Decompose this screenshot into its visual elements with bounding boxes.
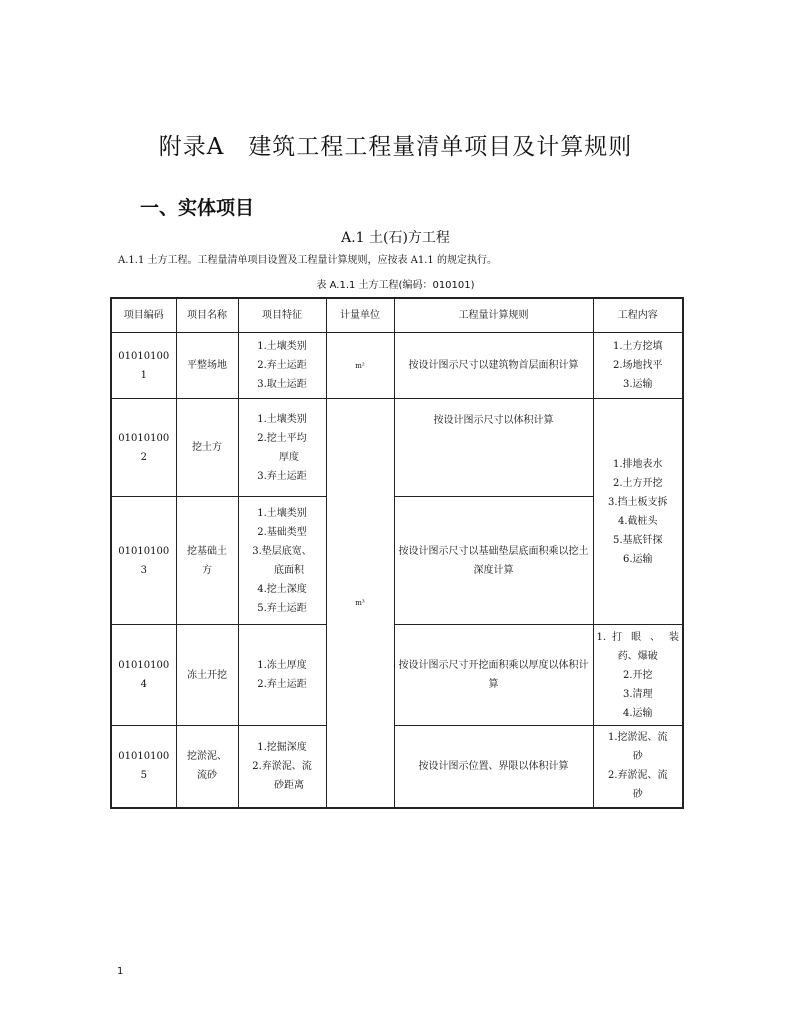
features-cell bbox=[238, 625, 326, 726]
content-item: 1.挖淤泥、流 bbox=[607, 732, 668, 744]
unit-square-meter: m² bbox=[355, 361, 365, 370]
content-item: 3.清理 bbox=[622, 688, 653, 700]
rule-cell: 按设计图示尺寸开挖面积乘以厚度以体积计算 bbox=[394, 625, 593, 726]
code-part: 01010100 bbox=[118, 751, 170, 763]
rule-cell bbox=[394, 399, 593, 497]
content-item: 2.土方开挖 bbox=[612, 477, 663, 489]
content-item: 2.弃淤泥、流 bbox=[607, 770, 668, 782]
feature-item: 1.土壤类别 bbox=[257, 341, 307, 352]
feature-item: 1.土壤类别 bbox=[257, 507, 307, 519]
page-number: 1 bbox=[117, 966, 124, 977]
table-row bbox=[111, 399, 683, 497]
section-heading: 一、实体项目 bbox=[140, 197, 255, 219]
content-item: 6.运输 bbox=[622, 553, 653, 565]
name-cell: 冻土开挖 bbox=[176, 625, 238, 726]
content-item: 2.场地找平 bbox=[612, 360, 663, 371]
content-item: 1.土方挖填 bbox=[612, 341, 663, 352]
feature-item: 3.垫层底宽、 bbox=[252, 545, 312, 557]
feature-item: 1.土壤类别 bbox=[257, 413, 307, 425]
code-part: 5 bbox=[140, 770, 147, 782]
table-caption: 表 A.1.1 土方工程(编码：010101) bbox=[316, 280, 475, 291]
code-part: 4 bbox=[140, 679, 147, 690]
feature-item: 4.挖土深度 bbox=[257, 583, 307, 595]
content-item: 3.运输 bbox=[622, 379, 653, 390]
code-part: 01010100 bbox=[118, 545, 170, 557]
feature-item: 1.冻土厚度 bbox=[257, 660, 307, 671]
unit-cubic-meter: m³ bbox=[355, 598, 365, 607]
content-item: 5.基底钎探 bbox=[612, 534, 663, 546]
name-part: 流砂 bbox=[197, 770, 217, 782]
code-cell bbox=[111, 399, 176, 497]
content-cell-shared bbox=[593, 399, 683, 625]
feature-item: 2.弃土运距 bbox=[257, 679, 307, 690]
content-cell bbox=[593, 333, 683, 399]
feature-item: 2.弃土运距 bbox=[257, 360, 307, 371]
code-cell bbox=[111, 497, 176, 625]
name-part: 方 bbox=[202, 564, 212, 576]
feature-item: 2.基础类型 bbox=[257, 526, 307, 538]
code-part: 2 bbox=[140, 451, 147, 463]
feature-item: 2.挖土平均 bbox=[257, 432, 307, 444]
content-cell bbox=[593, 625, 683, 726]
name-cell bbox=[176, 497, 238, 625]
unit-cell bbox=[326, 399, 394, 808]
content-item: 4.截桩头 bbox=[617, 515, 658, 527]
code-part: 3 bbox=[140, 564, 147, 576]
content-item: 4.运输 bbox=[622, 707, 653, 719]
feature-item: 底面积 bbox=[274, 564, 304, 576]
feature-item: 厚度 bbox=[279, 451, 299, 463]
code-part: 01010100 bbox=[118, 660, 170, 671]
content-item: 3.挡土板支拆 bbox=[607, 496, 668, 508]
code-cell bbox=[111, 625, 176, 726]
intro-paragraph: A.1.1 土方工程。工程量清单项目设置及工程量计算规则，应按表 A1.1 的规定执行。 bbox=[118, 255, 497, 266]
rule-cell: 按设计图示尺寸以基础垫层底面积乘以挖土深度计算 bbox=[394, 497, 593, 625]
feature-item: 1.挖掘深度 bbox=[257, 741, 307, 753]
features-cell bbox=[238, 726, 326, 808]
code-part: 01010100 bbox=[118, 432, 170, 444]
unit-cell bbox=[326, 333, 394, 399]
content-cell bbox=[593, 726, 683, 808]
header-unit: 计量单位 bbox=[326, 298, 394, 333]
content-item: 砂 bbox=[632, 751, 643, 763]
feature-item: 砂距离 bbox=[274, 779, 304, 791]
code-part: 01010100 bbox=[118, 350, 170, 362]
content-item: 2.开挖 bbox=[622, 669, 653, 681]
earthwork-table bbox=[110, 297, 684, 809]
name-cell: 挖土方 bbox=[176, 399, 238, 497]
feature-item: 3.弃土运距 bbox=[257, 470, 307, 482]
content-item: 砂 bbox=[632, 789, 643, 801]
feature-item: 5.弃土运距 bbox=[257, 602, 307, 614]
table-row bbox=[111, 333, 683, 399]
name-cell: 平整场地 bbox=[176, 333, 238, 399]
features-cell bbox=[238, 399, 326, 497]
feature-item: 2.弃淤泥、流 bbox=[252, 760, 312, 772]
table-header-row bbox=[111, 298, 683, 333]
header-features: 项目特征 bbox=[238, 298, 326, 333]
content-item: 药、爆破 bbox=[617, 650, 658, 662]
header-name: 项目名称 bbox=[176, 298, 238, 333]
rule-cell: 按设计图示位置、界限以体积计算 bbox=[394, 726, 593, 808]
feature-item: 3.取土运距 bbox=[257, 379, 307, 390]
page-title: 附录A 建筑工程工程量清单项目及计算规则 bbox=[158, 134, 633, 160]
name-part: 挖基础土 bbox=[187, 545, 227, 557]
rule-text: 按设计图示尺寸以体积计算 bbox=[433, 415, 554, 426]
code-cell bbox=[111, 333, 176, 399]
table-row bbox=[111, 625, 683, 726]
code-cell bbox=[111, 726, 176, 808]
name-cell bbox=[176, 726, 238, 808]
header-code: 项目编码 bbox=[111, 298, 176, 333]
name-part: 挖淤泥、 bbox=[187, 751, 227, 763]
code-part: 1 bbox=[140, 369, 147, 381]
features-cell bbox=[238, 333, 326, 399]
content-item: 1. 打 眼 、 装 bbox=[596, 631, 679, 643]
rule-cell: 按设计图示尺寸以建筑物首层面积计算 bbox=[394, 333, 593, 399]
header-rule: 工程量计算规则 bbox=[394, 298, 593, 333]
header-content: 工程内容 bbox=[593, 298, 683, 333]
table-row bbox=[111, 726, 683, 808]
sub-section-title: A.1 土(石)方工程 bbox=[341, 230, 450, 246]
features-cell bbox=[238, 497, 326, 625]
content-item: 1.排地表水 bbox=[612, 458, 663, 470]
